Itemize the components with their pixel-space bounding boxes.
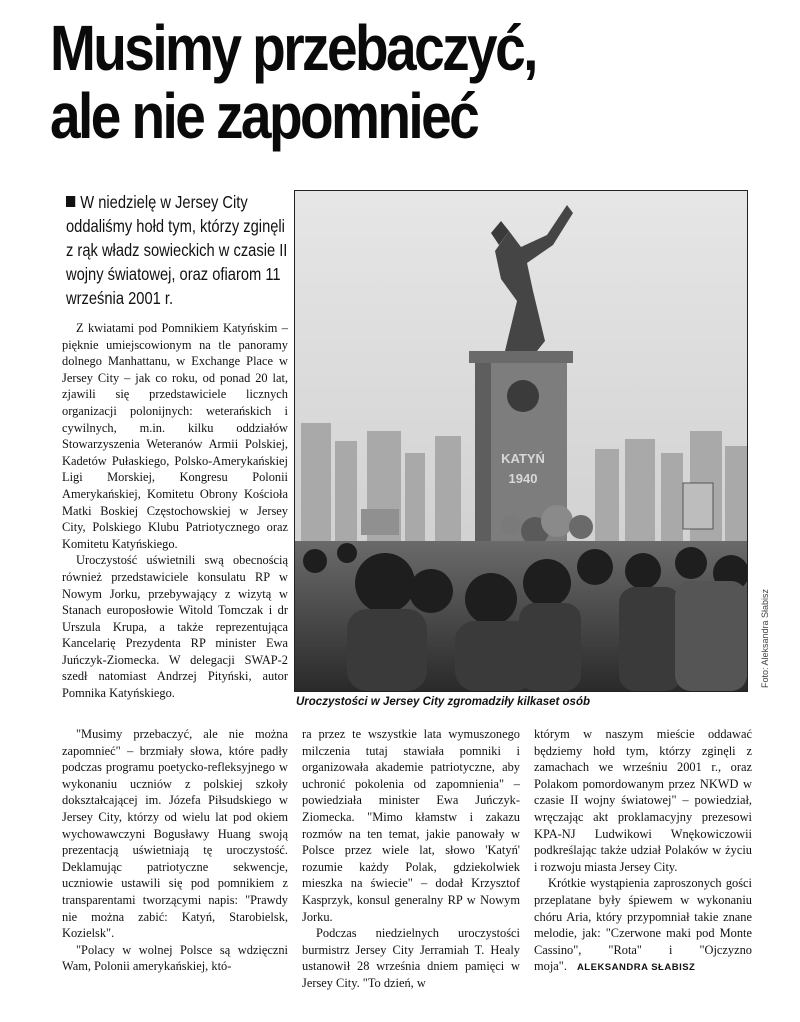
body-paragraph-6: Podczas niedzielnych uroczystości burmistrz Jersey City Jerramiah T. Healy ustanowił 28 września dniem pamięci w Jersey City. "To dzień, w <box>302 926 520 990</box>
body-paragraph-8 <box>534 875 752 977</box>
column-2 <box>302 726 520 992</box>
author-byline: ALEKSANDRA SŁABISZ <box>576 962 696 974</box>
article-photo <box>294 190 748 692</box>
lead-text: W niedzielę w Jersey City oddaliśmy hołd tym, którzy zginęli z rąk władz sowieckich w czasie II wojny światowej, oraz ofiarom 11 września 2001 r. <box>66 192 288 308</box>
headline <box>50 14 686 150</box>
monument-photo-illustration <box>295 191 747 691</box>
column-1-top <box>62 320 288 702</box>
photo-credit: Foto: Aleksandra Słabisz <box>760 588 770 688</box>
body-paragraph-2: Uroczystość uświetnili swą obecnością również przedstawiciele konsulatu RP w Nowym Jorku, przebywający z wizytą w Stanach europosłowie Witold Tomczak i dr Urszula Krupa, a także reprezentująca Kancelarię Prezydenta RP minister Ewa Juńczyk-Ziomecka. W delegacji SWAP-2 szedł natomiast Andrzej Pityński, autor Pomnika Katyńskiego. <box>62 553 288 701</box>
column-1-bottom <box>62 726 288 975</box>
body-paragraph-1: Z kwiatami pod Pomnikiem Katyńskim – pięknie umiejscowionym na tle panoramy dolnego Manhattanu, w Exchange Place w Jersey City – jak co roku, od ponad 20 lat, zjawili się przedstawiciele licznych organizacji polonijnych: weterańskich i cywilnych, m.in. kilku oddziałów Stowarzyszenia Weteranów Armii Polskiej, Kadetów Pułaskiego, Polsko-Amerykańskiej Ligi Morskiej, Kongresu Polonii Amerykańskiej, Komitetu Obrony Kościoła Matki Boskiej Częstochowskiej w Jersey City, Polskiego Klubu Patriotycznego oraz Komitetu Katyńskiego. <box>62 321 288 551</box>
lead-paragraph <box>66 190 291 310</box>
body-paragraph-4: "Polacy w wolnej Polsce są wdzięczni Wam, Polonii amerykańskiej, któ- <box>62 942 288 974</box>
body-paragraph-8-text: Krótkie wystąpienia zaproszonych gości przeplatane były śpiewem w wykonaniu chóru Aria, który przypomniał takie znane melodie, jak: "Czerwone maki pod Monte Cassino", "Rota" i "Ojczyzno moja". <box>534 876 752 974</box>
square-bullet-icon <box>66 196 75 207</box>
body-paragraph-5: ra przez te wszystkie lata wymuszonego milczenia tutaj stawiała pomniki i organizowała akademie patriotyczne, aby uchronić pokolenia od zapomnienia" – powiedziała minister Ewa Juńczyk-Ziomecka. "Mimo kłamstw i zakazu rozmów na ten temat, jakie panowały w Polsce przez wiele lat, słowo 'Katyń' rozumie każdy Polak, gdziekolwiek mieszka na świecie" – dodał Krzysztof Kasprzyk, konsul generalny RP w Nowym Jorku. <box>302 727 520 924</box>
body-paragraph-7: którym w naszym mieście oddawać będziemy hołd tym, którzy zginęli z zamachach we wrześniu 2001 r., oraz Polakom pomordowanym przez NKWD w czasie II wojny światowej" – powiedział, wręczając akt proklamacyjny prezesowi KPA-NJ Ludwikowi Wnękowiczowii podkreślając także udział Polaków w życiu i rozwoju miasta Jersey City. <box>534 727 752 874</box>
column-3 <box>534 726 752 977</box>
headline-line-2: ale nie zapomnieć <box>50 80 478 152</box>
monument-inscription-year: 1940 <box>508 471 538 486</box>
monument-inscription-katyn: KATYŃ <box>501 451 545 466</box>
body-paragraph-3: "Musimy przebaczyć, ale nie można zapomnieć" – brzmiały słowa, które padły podczas programu poetycko-refleksyjnego w wykonaniu uczniów z polskiej szkoły dokształcającej im. Józefa Piłsudskiego w Jersey City, którzy od wielu lat pod okiem wychowawczyni Bogusławy Huang swoją prezentacją uświetniają tę uroczystość. Deklamując patriotyczne sekwencje, uczniowie ustawili się pod pomnikiem z transparentami tworzącymi napis: "Prawdy nie można zabić: Katyń, Starobielsk, Kozielsk". <box>62 727 288 941</box>
headline-line-1: Musimy przebaczyć, <box>50 12 536 84</box>
photo-caption: Uroczystości w Jersey City zgromadziły kilkaset osób <box>296 696 591 708</box>
